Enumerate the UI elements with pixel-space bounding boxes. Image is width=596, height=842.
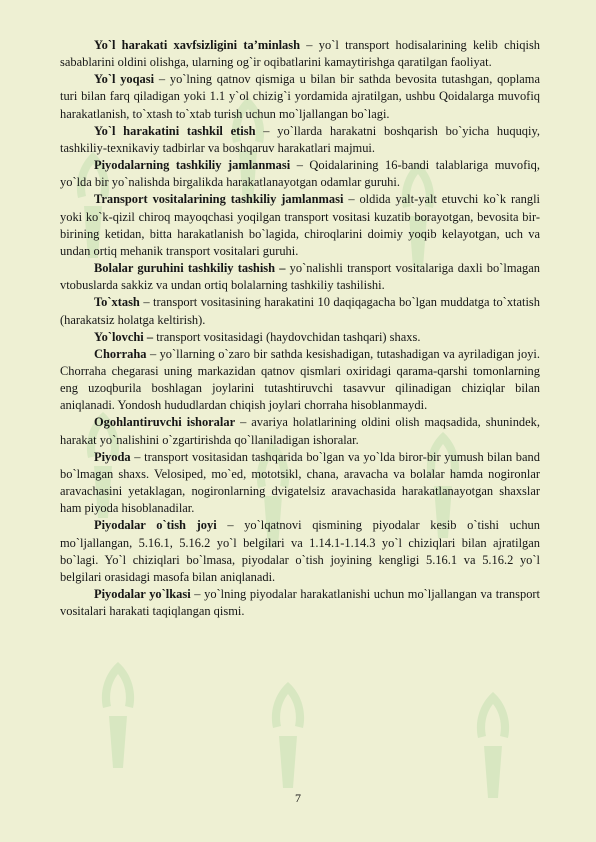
definition-text: – Qoidalarining 16-bandi talablariga muvofiq, yo`lda bir yo`nalishda birgalikda harakatlanayotgan odamlar guruhi. bbox=[60, 158, 540, 190]
definition-term: Piyoda bbox=[94, 449, 131, 464]
definition-text: transport vositasidagi (haydovchidan tashqari) shaxs. bbox=[153, 329, 421, 344]
definition-term: Ogohlantiruvchi ishoralar bbox=[94, 415, 236, 430]
definition-term: Piyodalar o`tish joyi bbox=[94, 518, 217, 533]
document-body bbox=[60, 37, 540, 620]
definition-text: – yo`l transport hodisalarining kelib chiqish sabablarini oldini olishga, ularning og`ir oqibatlarini kamaytirishga qaratilgan faoliyat. bbox=[60, 38, 541, 70]
definition-paragraph bbox=[60, 414, 540, 448]
definition-text: – yo`lqatnovi qismining piyodalar kesib o`tishi uchun mo`ljallangan, 5.16.1, 5.16.2 yo`l belgilari va 1.14.1-1.14.3 yo`l chiziqlari bilan ajratilgan bo`lagi. Yo`l chiziqlari bo`lmasa, piyodalar o`tish joyining kengligi 5.16.1 va 5.16.2 yo`l belgilari orasidagi masofa bilan aniqlanadi. bbox=[60, 518, 540, 584]
definition-term: To`xtash bbox=[94, 295, 140, 310]
definition-paragraph bbox=[60, 37, 540, 71]
definition-paragraph bbox=[60, 294, 540, 328]
page-number: 7 bbox=[295, 791, 301, 805]
definition-paragraph bbox=[60, 71, 540, 122]
definition-paragraph bbox=[60, 123, 540, 157]
definition-text: – avariya holatlarining oldini olish maqsadida, shunindek, harakat yo`nalishini o`zgartirishda qo`llaniladigan ishoralar. bbox=[60, 415, 540, 447]
watermark-logo bbox=[95, 660, 141, 770]
definition-paragraph bbox=[60, 346, 540, 415]
definition-term: Yo`l harakatini tashkil etish bbox=[94, 123, 256, 138]
definition-paragraph bbox=[60, 157, 540, 191]
definition-text: – yo`llarning o`zaro bir sathda kesishadigan, tutashadigan va ayriladigan joyi. Chorraha chegarasi uning markazidan qatnov qismlari oxiridagi qarama-qarshi tomonlarning eng uzoqburila boshlagan joylarini tutashtiruvchi tasavvur qilinadigan chiziqlar bilan aniqlanadi. Yondosh hududlardan chiqish joylari chorraha hisoblanmaydi. bbox=[60, 346, 540, 413]
definition-paragraph bbox=[60, 449, 540, 518]
definition-term: Piyodalar yo`lkasi bbox=[94, 587, 191, 601]
definition-text: – transport vositasidan tashqarida bo`lgan va yo`lda biror-bir yumush bilan band bo`lmagan shaxs. Velosiped, mo`ed, mototsikl, chana, aravacha va bolalar hamda nogironlar aravachasini yetaklagan, nogironlarning dvigatelsiz aravachasida harakatlanayotgan shaxslar ham piyoda hisoblanadilar. bbox=[60, 449, 540, 516]
definition-text: – transport vositasining harakatini 10 daqiqagacha bo`lgan muddatga to`xtatish (harakatsiz holatga keltirish). bbox=[60, 295, 540, 327]
definition-term: Piyodalarning tashkiliy jamlanmasi bbox=[94, 158, 291, 173]
definition-term: Chorraha bbox=[94, 346, 147, 361]
definition-paragraph bbox=[60, 517, 540, 586]
definition-term: Yo`l yoqasi bbox=[94, 72, 155, 87]
definition-term: Yo`l harakati xavfsizligini ta’minlash bbox=[94, 38, 301, 52]
definition-text: – yo`lning qatnov qismiga u bilan bir sathda bevosita tutashgan, qoplama turi bilan farq qiladigan yoki 1.1 y`ol chizig`i yordamida ajratilgan, ushbu Qoidalarga muvofiq harakatlanish, to`xtash to`xtab turish uchun mo`ljallangan bo`lagi. bbox=[60, 72, 540, 121]
definition-text: yo`nalishli transport vositalariga daxli bo`lmagan vtobuslarda sakkiz va undan ortiq bolalarning tashkiliy tashilishi. bbox=[60, 261, 540, 293]
definition-text: – yo`llarda harakatni boshqarish bo`yicha huquqiy, tashkiliy-texnikaviy tadbirlar va boshqaruv harakatlari majmui. bbox=[60, 123, 540, 155]
definition-text: – yo`lning piyodalar harakatlanishi uchun mo`ljallangan va transport vositalari harakati taqiqlangan qismi. bbox=[60, 587, 541, 619]
definition-paragraph bbox=[60, 191, 540, 260]
watermark-logo bbox=[265, 680, 311, 790]
definition-paragraph bbox=[60, 260, 540, 294]
definition-text: – oldida yalt-yalt etuvchi ko`k rangli yoki ko`k-qizil chiroq mayoqchasi yoqilgan transport vositasi kuzatib borayotgan, bevosita bir-birining ketidan, bitta harakatlanish bo`lagida, chiroqlarini doimiy yoqib kelayotgan, uch va undan ortiq mehanik transport vositalari guruhi. bbox=[60, 192, 540, 258]
definition-term: Bolalar guruhini tashkiliy tashish – bbox=[94, 261, 286, 276]
definition-term: Transport vositalarining tashkiliy jamlanmasi bbox=[94, 192, 344, 207]
definition-term: Yo`lovchi – bbox=[94, 329, 154, 344]
watermark-logo bbox=[470, 690, 516, 800]
definition-paragraph bbox=[60, 329, 540, 346]
definition-paragraph bbox=[60, 586, 540, 620]
